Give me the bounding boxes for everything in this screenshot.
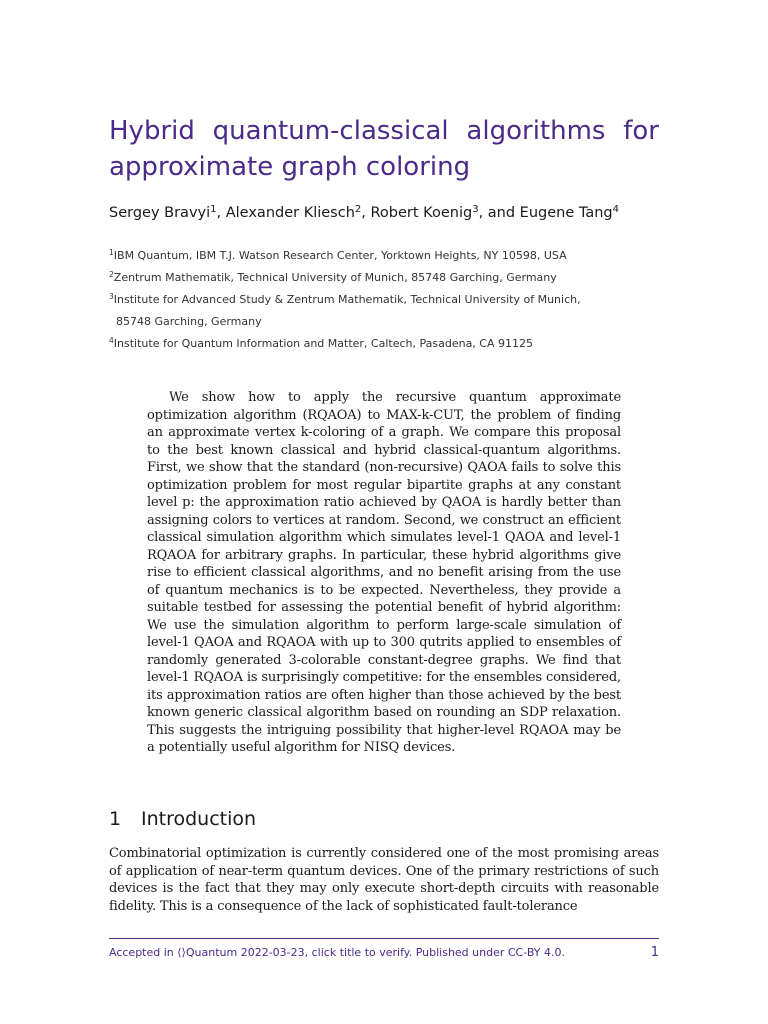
- affiliation-text: Institute for Quantum Information and Matter, Caltech, Pasadena, CA 91125: [113, 337, 533, 350]
- author-affiliation-mark: 1: [210, 204, 217, 215]
- footer-rule: [109, 938, 659, 939]
- author-name: Eugene Tang: [519, 205, 613, 221]
- affiliation-mark: 4: [109, 336, 114, 345]
- author-affiliation-mark: 2: [354, 204, 362, 215]
- affiliation-text: Institute for Advanced Study & Zentrum Mathematik, Technical University of Munich,: [113, 293, 581, 306]
- author-name: Robert Koenig: [370, 205, 473, 221]
- footer-suffix: 2022-03-23, click title to verify. Published under CC-BY 4.0.: [240, 946, 565, 959]
- author-affiliation-mark: 3: [472, 204, 479, 215]
- affiliation-continuation: [109, 311, 669, 333]
- section-title: Introduction: [141, 808, 257, 830]
- author-name: Alexander Kliesch: [225, 205, 355, 221]
- affiliation-text: IBM Quantum, IBM T.J. Watson Research Center, Yorktown Heights, NY 10598, USA: [113, 249, 567, 262]
- affiliation: [109, 333, 669, 355]
- author-separator: , and: [478, 205, 520, 221]
- page-footer: [109, 945, 659, 961]
- journal-verify-link[interactable]: [109, 945, 565, 961]
- quantum-journal-logo-icon: ⟨⟩: [177, 946, 186, 959]
- page-number: 1: [650, 945, 659, 960]
- author-list: [109, 202, 669, 224]
- author-separator: ,: [361, 205, 371, 221]
- author-name: Sergey Bravyi: [109, 205, 211, 221]
- abstract: We show how to apply the recursive quantum approximate optimization algorithm (RQAOA) to MAX-k-CUT, the problem of finding an approximate vertex k-coloring of a graph. We compare this proposal to the best known classical and hybrid classical-quantum algorithms. First, we show that the standard (non-recursive) QAOA fails to solve this optimization problem for most regular bipartite graphs at any constant level p: the approximation ratio achieved by QAOA is hardly better than assigning colors to vertices at random. Second, we construct an efficient classical simulation algorithm which simulates level-1 QAOA and level-1 RQAOA for arbitrary graphs. In particular, these hybrid algorithms give rise to efficient classical algorithms, and no benefit arising from the use of quantum mechanics is to be expected. Nevertheless, they provide a suitable testbed for assessing the potential benefit of hybrid algorithm: We use the simulation algorithm to perform large-scale simulation of level-1 QAOA and RQAOA with up to 300 qutrits applied to ensembles of randomly generated 3-colorable constant-degree graphs. We find that level-1 RQAOA is surprisingly competitive: for the ensembles considered, its approximation ratios are often higher than those achieved by the best known generic classical algorithm based on rounding an SDP relaxation. This suggests the intriguing possibility that higher-level RQAOA may be a potentially useful algorithm for NISQ devices.: [147, 390, 621, 755]
- section-heading: [109, 806, 256, 832]
- affiliation: [109, 245, 669, 267]
- affiliation-text: Zentrum Mathematik, Technical University of Munich, 85748 Garching, Germany: [113, 271, 557, 284]
- author-affiliation-mark: 4: [612, 204, 619, 215]
- affiliation-text: 85748 Garching, Germany: [116, 315, 262, 328]
- footer-prefix: Accepted in: [109, 946, 174, 959]
- affiliation-mark: 2: [109, 270, 114, 279]
- affiliation-mark: 3: [109, 292, 114, 301]
- paper-title: Hybrid quantum-classical algorithms for approximate graph coloring: [109, 116, 659, 182]
- affiliation: [109, 267, 669, 289]
- section-number: 1: [109, 808, 122, 830]
- affiliation-list: [109, 245, 669, 355]
- journal-name: Quantum: [185, 946, 238, 959]
- introduction-paragraph: Combinatorial optimization is currently considered one of the most promising areas of application of near-term quantum devices. One of the primary restrictions of such devices is the fact that they may only execute short-depth circuits with reasonable fidelity. This is a consequence of the lack of sophisticated fault-tolerance: [109, 846, 659, 914]
- affiliation: [109, 289, 669, 311]
- author-separator: ,: [216, 205, 226, 221]
- affiliation-mark: 1: [109, 248, 114, 257]
